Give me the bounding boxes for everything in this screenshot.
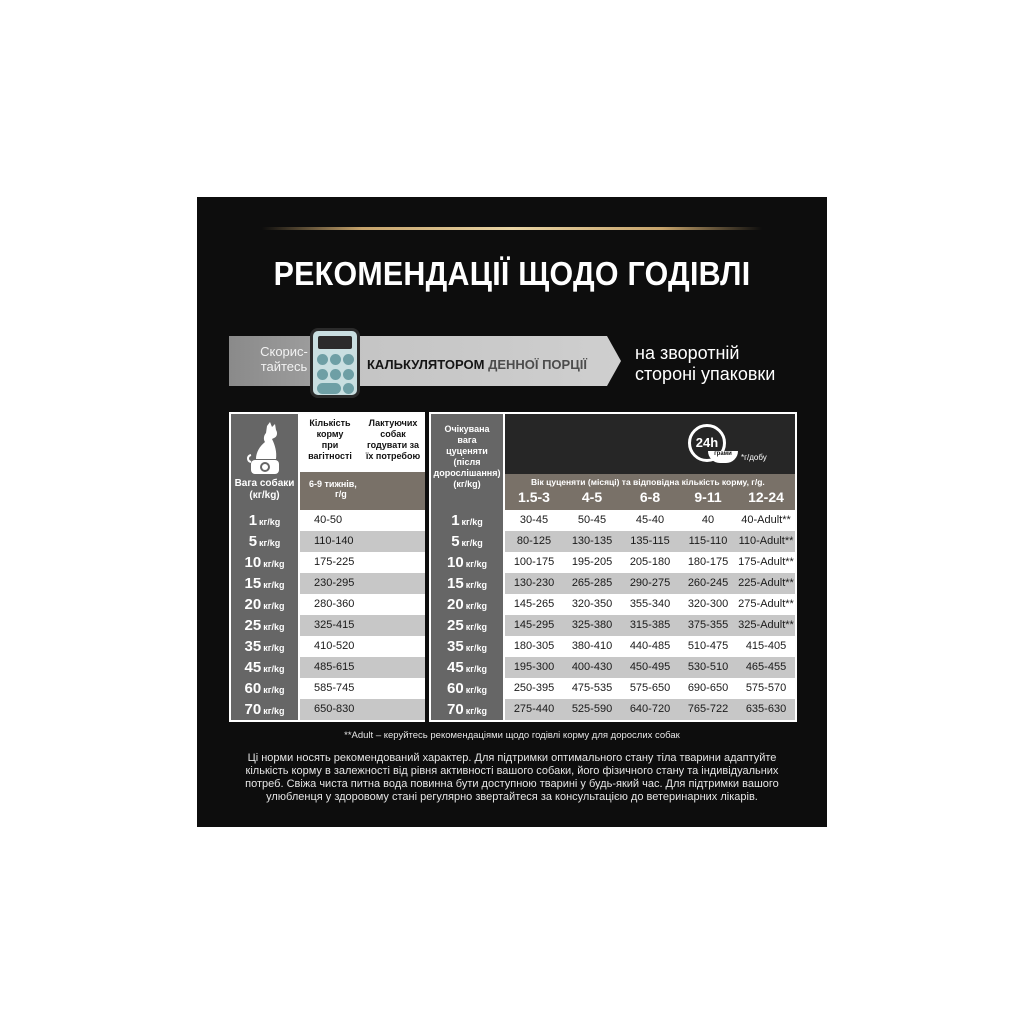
pregnancy-header [303,418,357,462]
pregnancy-header-line3: при [321,440,339,450]
weight-header-line1: Вага собаки [234,478,295,489]
table-row [505,657,795,678]
expected-weight-cell [431,701,503,719]
lactating-header-line2: собак [380,429,406,439]
pregnancy-header-line1: Кількість [309,418,351,428]
puppy-amount: 180-175 [687,556,729,568]
weight-unit: кг/kg [259,517,281,527]
table-row [300,552,425,573]
weight-cell [231,554,298,572]
pregnancy-amount: 410-520 [314,640,355,652]
expected-weight-value: 10 [447,554,464,571]
expected-weight-value: 70 [447,701,464,718]
table-row [505,678,795,699]
puppy-amount: 640-720 [629,703,671,715]
weight-value: 25 [244,617,262,634]
age-column-header: 9-11 [694,489,722,505]
calculator-icon [310,328,360,398]
puppy-amount: 175-Adult** [738,556,794,568]
weight-unit: кг/kg [263,601,285,611]
age-column-header: 12-24 [748,489,784,505]
puppy-amount: 380-410 [571,640,613,652]
puppy-amount: 450-495 [629,661,671,673]
adult-footnote: **Adult – керуйтесь рекомендаціями щодо годівлі корму для дорослих собак [344,730,680,741]
weight-value: 60 [244,680,262,697]
puppy-amount: 225-Adult** [738,577,794,589]
disclaimer-text: Ці норми носять рекомендований характер. Для підтримки оптимального стану тіла тварини адаптуйте кількість корму в залежності від рівня активності вашого собаки, його фізичного стану та індивідуальних потреб. Свіжа чиста питна вода повинна бути доступною тварині у будь-який час. Для підтримки вашого улюбленця у здоровому стані регулярно звертайтеся за консультацією до ветеринарних лікарів. [245,752,779,803]
weight-header-line2: (кг/kg) [249,490,280,501]
puppy-amount: 275-Adult** [738,598,794,610]
expected-weight-cell [431,617,503,635]
pregnancy-subheader-text [309,479,357,499]
expected-weight-cell [431,575,503,593]
expected-weight-unit: кг/kg [465,643,487,653]
puppy-amount: 265-285 [571,577,613,589]
puppy-amount: 510-475 [687,640,729,652]
pregnancy-amount: 175-225 [314,556,355,568]
pregnancy-amount: 325-415 [314,619,355,631]
weight-value: 45 [244,659,262,676]
puppy-amount: 30-45 [519,514,549,526]
expected-weight-unit: кг/kg [465,580,487,590]
puppy-amount: 145-295 [513,619,555,631]
expected-weight-value: 35 [447,638,464,655]
weight-cell [231,596,298,614]
table-row [300,699,425,720]
weight-value: 5 [248,533,258,550]
expected-weight-header-line4: (після [453,457,481,467]
weight-cell [231,575,298,593]
age-column-header: 1.5-3 [518,489,550,505]
puppy-amount: 100-175 [513,556,555,568]
puppy-amount: 375-355 [687,619,729,631]
pregnancy-subheader-line1: 6-9 тижнів, [309,479,357,489]
pregnancy-amount: 585-745 [314,682,355,694]
expected-weight-cell [431,680,503,698]
puppy-amount: 475-535 [571,682,613,694]
table-row [300,573,425,594]
puppy-amount: 205-180 [629,556,671,568]
expected-weight-value: 60 [447,680,464,697]
expected-weight-unit: кг/kg [465,685,487,695]
expected-weight-unit: кг/kg [461,538,483,548]
puppy-amount: 250-395 [513,682,555,694]
puppy-amount: 40-Adult** [741,514,791,526]
puppy-amount: 275-440 [513,703,555,715]
age-column-header: 6-8 [639,489,661,505]
weight-value: 70 [244,701,262,718]
table-row [505,636,795,657]
weight-value: 10 [244,554,262,571]
table-row [300,510,425,531]
table-row [505,573,795,594]
table-row [300,657,425,678]
puppy-amount: 130-230 [513,577,555,589]
puppy-header [505,414,795,474]
expected-weight-value: 5 [451,533,460,550]
feeding-guide-panel [197,197,827,827]
puppy-amount: 40 [701,514,715,526]
puppy-amount: 80-125 [516,535,552,547]
weight-value: 1 [248,512,258,529]
puppy-amount: 415-405 [745,640,787,652]
banner-left-line1: Скорис- [260,344,308,359]
pregnancy-amount: 110-140 [314,535,354,547]
pregnancy-header-line4: вагітності [308,451,352,461]
age-caption: Вік цуценяти (місяці) та відповідна кількість корму, г/g. [531,477,765,487]
puppy-amount: 260-245 [687,577,729,589]
gold-divider [262,227,762,230]
banner-left-line2: тайтесь [260,359,308,374]
table-row [300,531,425,552]
puppy-amount: 135-115 [630,535,670,547]
age-column-header: 4-5 [581,489,603,505]
puppy-amount: 195-205 [571,556,613,568]
puppy-amount: 130-135 [571,535,613,547]
weight-unit: кг/kg [263,706,285,716]
weight-unit: кг/kg [263,559,285,569]
puppy-amount: 115-110 [688,535,728,547]
puppy-amount: 325-380 [571,619,613,631]
per-day-label: *г/добу [741,453,767,462]
weight-value: 35 [244,638,262,655]
expected-weight-value: 45 [447,659,464,676]
expected-weight-unit: кг/kg [461,517,483,527]
puppy-amount: 355-340 [629,598,671,610]
expected-weight-cell [431,554,503,572]
lactating-header-line4: їх потребою [365,451,421,461]
puppy-amount: 315-385 [629,619,671,631]
weight-cell [231,659,298,677]
puppy-amount: 195-300 [513,661,555,673]
expected-weight-value: 20 [447,596,464,613]
expected-weight-value: 15 [447,575,464,592]
puppy-amount: 400-430 [571,661,613,673]
weight-unit: кг/kg [263,664,285,674]
puppy-amount: 180-305 [513,640,555,652]
back-side-note [635,343,805,385]
bowl-icon [708,451,738,463]
pregnancy-amount: 230-295 [314,577,355,589]
expected-weight-value: 25 [447,617,464,634]
puppy-amount: 325-Adult** [738,619,794,631]
dog-on-scale-icon [245,422,285,476]
table-row [505,552,795,573]
table-row [505,531,795,552]
table-row [505,510,795,531]
weight-cell [231,701,298,719]
table-row [505,699,795,720]
expected-weight-header-line1: Очікувана [444,424,490,434]
table-row [300,678,425,699]
banner-calc-rest: ДЕННОЇ ПОРЦІЇ [488,357,587,372]
back-side-line1: на зворотній [635,343,740,363]
expected-weight-cell [431,638,503,656]
lactating-header-line3: годувати за [366,440,420,450]
table-row [300,636,425,657]
clock-label: 24h [695,435,719,450]
pregnancy-amount: 650-830 [314,703,355,715]
weight-unit: кг/kg [263,685,285,695]
page-title: РЕКОМЕНДАЦІЇ ЩОДО ГОДІВЛІ [273,255,751,292]
table-row [300,615,425,636]
puppy-amount: 765-722 [687,703,729,715]
lactating-header [361,418,425,462]
back-side-line2: стороні упаковки [635,364,776,384]
expected-weight-header-line3: цуценяти [446,446,488,456]
puppy-amount: 635-630 [745,703,787,715]
expected-weight-unit: кг/kg [465,664,487,674]
puppy-amount: 110-Adult** [738,535,794,547]
expected-weight-cell [431,659,503,677]
expected-weight-unit: кг/kg [465,622,487,632]
table-row [505,615,795,636]
pregnancy-amount: 485-615 [314,661,355,673]
weight-unit: кг/kg [263,622,285,632]
expected-weight-unit: кг/kg [465,601,487,611]
weight-value: 15 [244,575,262,592]
puppy-amount: 690-650 [687,682,729,694]
expected-weight-header-line2: вага [457,435,477,445]
expected-weight-unit: кг/kg [465,706,487,716]
puppy-feeding-table [429,412,797,722]
bowl-label: грами [714,451,732,457]
pregnancy-header-line2: корму [316,429,344,439]
weight-value: 20 [244,596,262,613]
weight-unit: кг/kg [263,643,285,653]
puppy-amount: 530-510 [687,661,729,673]
expected-weight-cell [431,512,503,530]
weight-cell [231,680,298,698]
weight-unit: кг/kg [259,538,281,548]
pregnancy-amount: 40-50 [314,514,343,526]
weight-cell [231,617,298,635]
expected-weight-header-line6: (кг/kg) [453,479,481,489]
puppy-amount: 145-265 [513,598,555,610]
puppy-amount: 320-300 [687,598,729,610]
puppy-amount: 290-275 [629,577,671,589]
weight-cell [231,512,298,530]
expected-weight-cell [431,596,503,614]
puppy-amount: 320-350 [571,598,613,610]
expected-weight-unit: кг/kg [465,559,487,569]
pregnancy-subheader-line2: г/g [335,489,347,499]
expected-weight-cell [431,533,503,551]
expected-weight-value: 1 [451,512,460,529]
weight-cell [231,638,298,656]
expected-weight-header-line5: дорослішання) [433,468,501,478]
banner-calculator-text [367,357,587,372]
weight-cell [231,533,298,551]
table-row [505,594,795,615]
puppy-amount: 525-590 [571,703,613,715]
puppy-amount: 575-570 [745,682,787,694]
table-row [300,594,425,615]
puppy-amount: 465-455 [745,661,787,673]
pregnancy-amount: 280-360 [314,598,355,610]
puppy-amount: 50-45 [577,514,607,526]
banner-calc-bold: КАЛЬКУЛЯТОРОМ [367,357,485,372]
pregnancy-feeding-table [229,412,425,722]
banner-left-text [249,344,319,374]
weight-unit: кг/kg [263,580,285,590]
lactating-header-line1: Лактуючих [368,418,418,428]
puppy-amount: 45-40 [635,514,665,526]
puppy-amount: 440-485 [629,640,671,652]
puppy-amount: 575-650 [629,682,671,694]
